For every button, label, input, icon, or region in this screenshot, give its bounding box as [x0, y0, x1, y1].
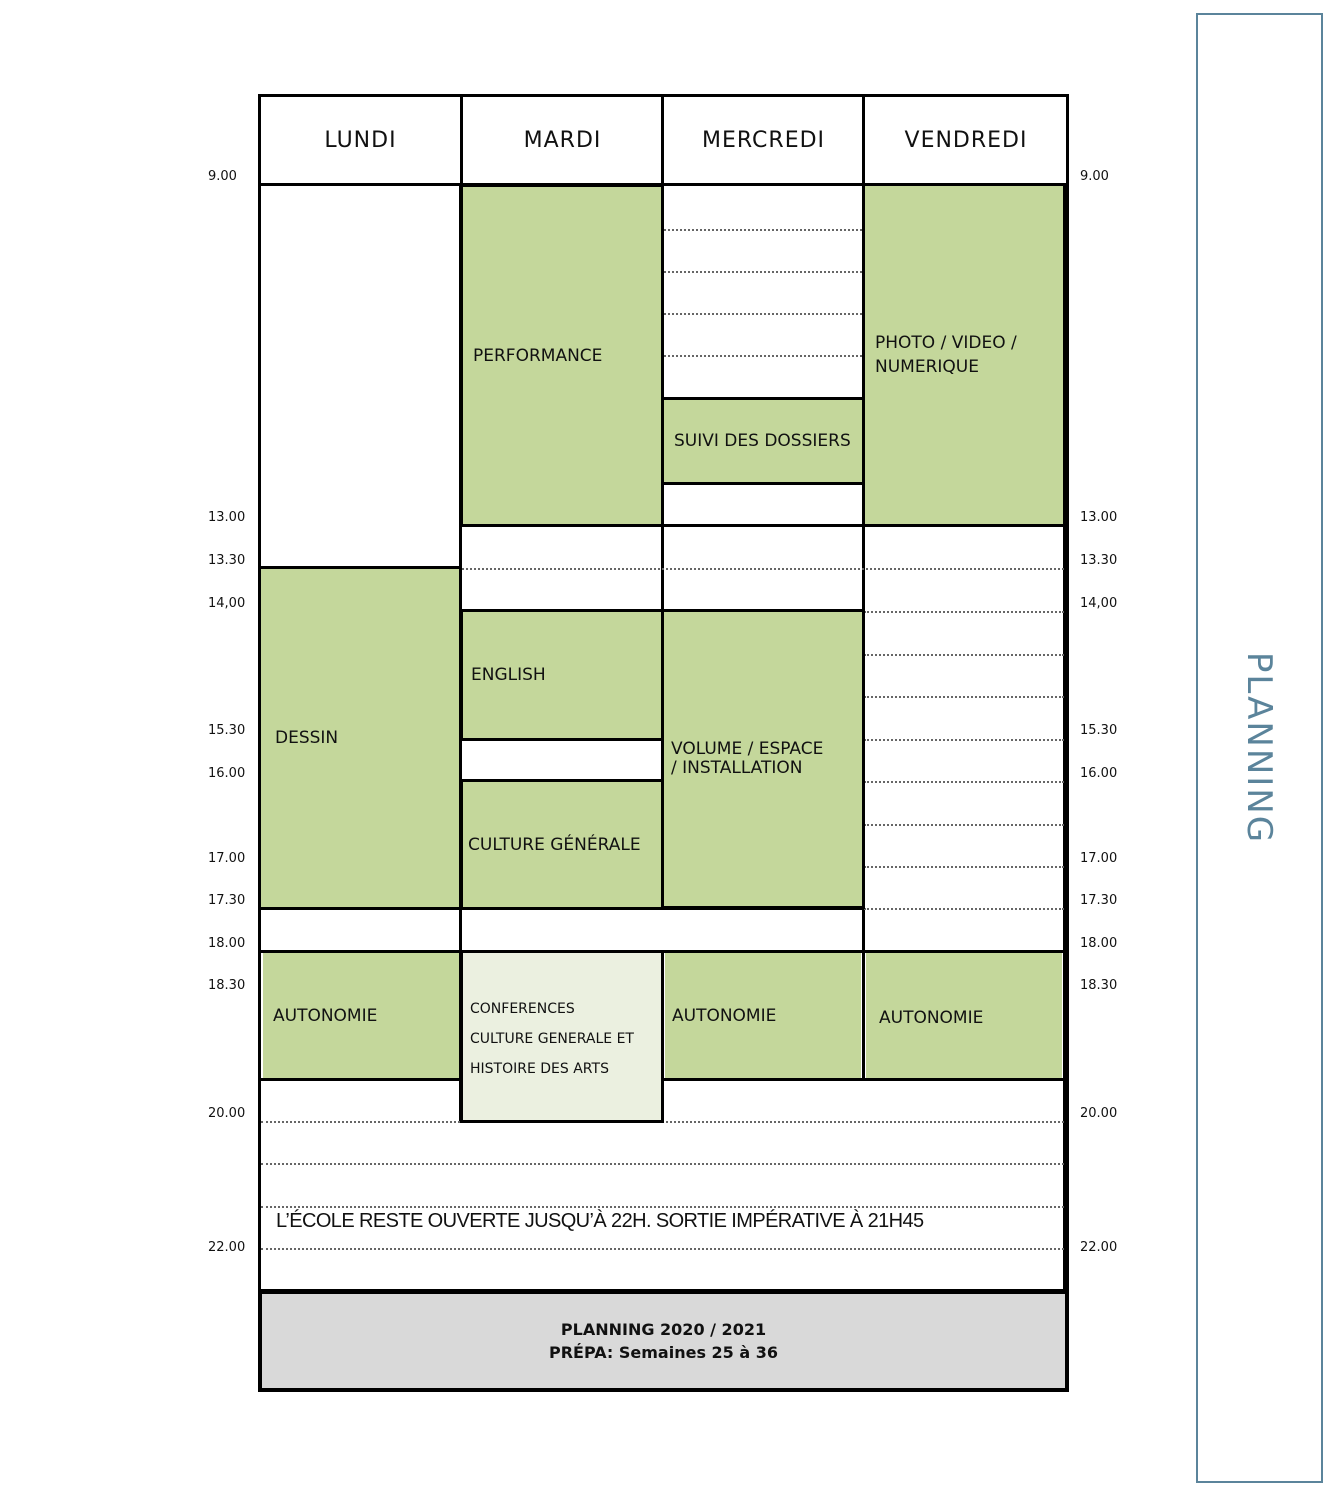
time-label: 22.00	[208, 1240, 246, 1255]
slot-divider	[261, 1248, 1064, 1250]
course-label: SUIVI DES DOSSIERS	[674, 431, 851, 451]
slot-divider	[261, 1163, 1064, 1165]
slot-divider	[864, 781, 1064, 783]
course-label: AUTONOMIE	[273, 1005, 378, 1026]
course-autonomie-lundi	[263, 953, 459, 1078]
time-label: 14,00	[1080, 596, 1118, 611]
course-label: DESSIN	[275, 728, 339, 748]
time-label: 9.00	[1080, 169, 1109, 184]
course-dessin	[258, 566, 462, 910]
course-label: PERFORMANCE	[473, 345, 603, 366]
slot-divider	[664, 313, 862, 315]
slot-divider	[864, 908, 1064, 910]
time-label: 18.30	[1080, 978, 1118, 993]
course-label: CONFERENCES CULTURE GENERALE ET HISTOIRE DES ARTS	[470, 1000, 634, 1077]
time-label: 18.00	[1080, 936, 1118, 951]
day-header-lundi: LUNDI	[324, 127, 397, 153]
day-header-vendredi: VENDREDI	[904, 127, 1028, 153]
time-label: 20.00	[1080, 1106, 1118, 1121]
column-divider	[1063, 186, 1066, 1290]
day-header-mardi: MARDI	[523, 127, 602, 153]
course-performance	[460, 184, 664, 527]
time-label: 22.00	[1080, 1240, 1118, 1255]
time-label: 16.00	[1080, 766, 1118, 781]
time-label: 18.00	[208, 936, 246, 951]
column-divider	[661, 97, 664, 183]
time-label: 13.30	[1080, 553, 1118, 568]
slot-divider	[864, 654, 1064, 656]
time-label: 9.00	[208, 169, 237, 184]
time-label: 16.00	[208, 766, 246, 781]
column-divider	[862, 97, 865, 183]
closing-notice: L’ÉCOLE RESTE OUVERTE JUSQU’À 22H. SORTIE IMPÉRATIVE À 21H45	[276, 1210, 924, 1232]
footer-title: PLANNING 2020 / 2021	[560, 1320, 767, 1339]
planning-footer	[258, 1290, 1069, 1392]
footer-subtitle: PRÉPA: Semaines 25 à 36	[548, 1343, 778, 1362]
slot-divider	[462, 568, 1064, 570]
course-culture-generale	[460, 779, 664, 910]
course-autonomie-mercredi	[665, 953, 861, 1078]
time-label: 13.30	[208, 553, 246, 568]
slot-divider	[664, 1078, 1064, 1081]
time-label: 17.00	[208, 851, 246, 866]
course-label: ENGLISH	[471, 665, 546, 685]
course-suivi-dossiers	[661, 397, 865, 485]
time-label: 13.00	[208, 510, 246, 525]
course-label: PHOTO / VIDEO / NUMERIQUE	[875, 333, 1017, 377]
slot-divider	[864, 824, 1064, 826]
course-autonomie-vendredi	[866, 953, 1062, 1078]
slot-divider	[664, 271, 862, 273]
time-label: 15.30	[1080, 723, 1118, 738]
course-english	[460, 609, 664, 741]
slot-divider	[261, 1206, 1064, 1208]
time-label: 15.30	[208, 723, 246, 738]
course-photo-video	[865, 186, 1063, 524]
day-header-mercredi: MERCREDI	[701, 127, 826, 153]
time-label: 14,00	[208, 596, 246, 611]
slot-divider	[864, 739, 1064, 741]
side-title: PLANNING	[1239, 651, 1280, 845]
column-divider	[460, 97, 463, 183]
course-conferences	[460, 950, 664, 1123]
time-label: 13.00	[1080, 510, 1118, 525]
time-label: 18.30	[208, 978, 246, 993]
course-label: AUTONOMIE	[879, 1007, 984, 1028]
slot-divider	[864, 611, 1064, 613]
time-label: 17.00	[1080, 851, 1118, 866]
course-label: CULTURE GÉNÉRALE	[468, 834, 641, 855]
slot-divider	[664, 355, 862, 357]
time-label: 17.30	[208, 893, 246, 908]
course-label: VOLUME / ESPACE / INSTALLATION	[671, 739, 824, 778]
time-label: 20.00	[208, 1106, 246, 1121]
time-label: 17.30	[1080, 893, 1118, 908]
course-label: AUTONOMIE	[672, 1005, 777, 1026]
slot-divider	[864, 866, 1064, 868]
slot-divider	[864, 696, 1064, 698]
course-volume-espace	[661, 609, 865, 909]
slot-divider	[664, 229, 862, 231]
slot-divider	[261, 1078, 461, 1081]
